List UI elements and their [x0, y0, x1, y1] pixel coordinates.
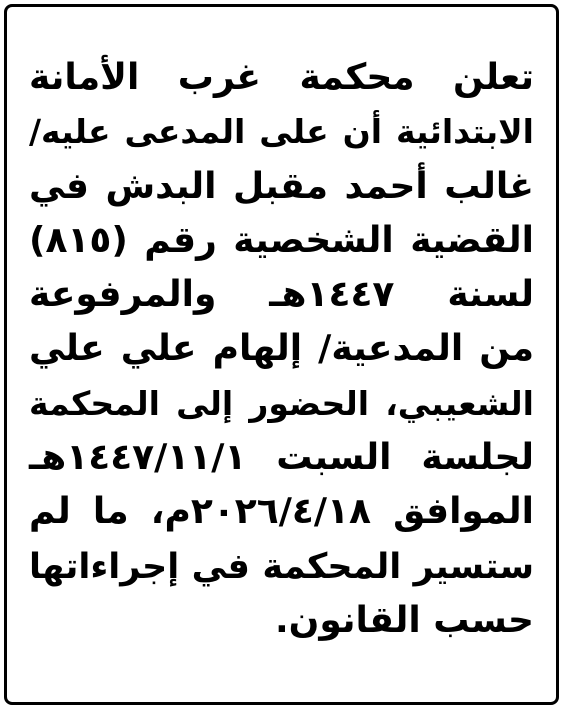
notice-line-7: الشعيبي، الحضور إلى المحكمة [29, 383, 534, 423]
notice-line-3: غالب أحمد مقبل البدش في [29, 165, 534, 207]
notice-line-6: من المدعية/ إلهام علي علي [29, 328, 534, 370]
notice-line-1: تعلن محكمة غرب الأمانة [29, 57, 534, 98]
notice-line-10: ستسير المحكمة في إجراءاتها [29, 546, 534, 587]
notice-line-9: الموافق ٢٠٢٦/٤/١٨م، ما لم [29, 491, 534, 533]
notice-line-8: لجلسة السبت ١٤٤٧/١١/١هـ [29, 437, 534, 479]
notice-line-2: الابتدائية أن على المدعى عليه/ [29, 112, 534, 152]
notice-line-4: القضية الشخصية رقم (٨١٥) [29, 219, 534, 261]
notice-frame [4, 4, 559, 705]
notice-text [29, 51, 534, 648]
notice-line-11: حسب القانون. [275, 599, 534, 641]
notice-line-5: لسنة ١٤٤٧هـ والمرفوعة [29, 274, 534, 316]
